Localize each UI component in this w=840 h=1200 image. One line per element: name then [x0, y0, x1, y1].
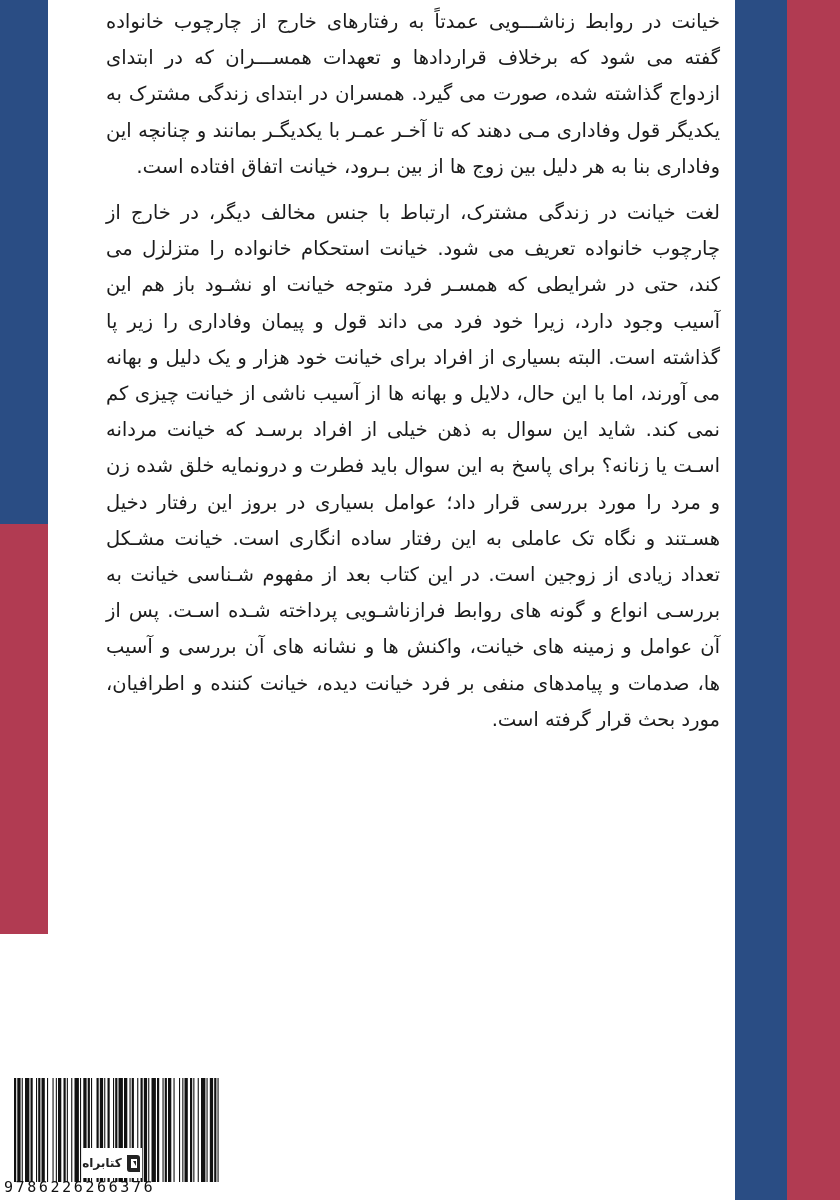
paragraph-1: خیانت در روابط زناشـــویی عمدتاً به رفتارهای خارج از چارچوب خانواده گفته می شود که برخلاف قراردادها و تعهدات همســـران که در ابتدای ازدواج گذاشته شده، صورت می گیرد. همسران در ابتدای زندگی مشترک به یکدیگر قول وفاداری مـی دهند که تا آخـر عمـر با یکدیگـر بمانند و چنانچه این وفاداری بنا به هر دلیل بین زوج ها از بین بـرود، خیانت اتفاق افتاده است.	[106, 10, 720, 178]
barcode-bar	[31, 1078, 33, 1182]
barcode-bar	[25, 1078, 29, 1182]
barcode-bar	[198, 1078, 199, 1182]
barcode-bar	[38, 1078, 40, 1182]
barcode-bar	[193, 1078, 194, 1182]
publisher-logo	[82, 1148, 142, 1178]
barcode-bar	[218, 1078, 219, 1182]
barcode-bar	[47, 1078, 48, 1182]
barcode-bar	[182, 1078, 183, 1182]
barcode-bar	[14, 1078, 16, 1182]
barcode-bar	[71, 1078, 72, 1182]
barcode-bar	[17, 1078, 20, 1182]
right-blue-band	[735, 0, 787, 1200]
barcode-bar	[58, 1078, 61, 1182]
barcode-bar	[53, 1078, 54, 1182]
paragraph-2: لغت خیانت در زندگی مشترک، ارتباط با جنس مخالف دیگر، در خارج از چارچوب خانواده تعریف می شود. خیانت استحکام خانواده را متزلزل می کند، حتی در شرایطی که همسـر فرد متوجه خیانت او نشـود باز هم این آسیب وجود دارد، زیرا خود فرد می داند قول و پیمان وفاداری را زیر پا گذاشته است. البته بسیاری از افراد برای خیانت خود هزار و یک دلیل و بهانه می آورند، اما با این حال، دلایل و بهانه ها از آسیب ناشی از خیانت چیزی کم نمی کند. شاید این سوال به ذهن خیلی از افراد برسـد که خیانت مردانه اسـت یا زنانه؟ برای پاسخ به این سوال باید فطرت و درونمایه خلق شده زن و مرد را مورد بررسی قرار داد؛ عوامل بسیاری در بروز این رفتار دخیل هسـتند و نگاه تک عاملی به این رفتار ساده انگاری است. خیانت مشـکل تعداد زیادی از زوجین است. در این کتاب بعد از مفهوم شـناسی خیانت به بررسـی انواع و گونه های روابط فرازناشـویی پرداخته شـده اسـت. پس از آن عوامل و زمینه های خیانت، واکنش ها و نشانه های آن بررسی و آسیب ها، صدمات و پیامدهای منفی بر فرد خیانت دیده، خیانت کننده و اطرافیان، مورد بحث قرار گرفته است.	[106, 201, 720, 731]
left-red-band	[0, 524, 48, 934]
barcode-bar	[201, 1078, 205, 1182]
barcode-bar	[75, 1078, 79, 1182]
barcode-bar	[168, 1078, 171, 1182]
right-red-band	[787, 0, 840, 1200]
back-cover-text	[106, 4, 720, 748]
barcode-bar	[190, 1078, 192, 1182]
barcode-bar	[42, 1078, 45, 1182]
barcode-bar	[56, 1078, 57, 1182]
barcode-bar	[64, 1078, 66, 1182]
barcode-bar	[67, 1078, 68, 1182]
publisher-name: کتابراه	[82, 1156, 122, 1170]
barcode-bar	[144, 1078, 147, 1182]
barcode-bar	[36, 1078, 37, 1182]
barcode-bar	[80, 1078, 81, 1182]
barcode-bar	[148, 1078, 149, 1182]
barcode-bar	[185, 1078, 188, 1182]
barcode-bar	[210, 1078, 213, 1182]
isbn-number: 9786226266376	[4, 1178, 156, 1196]
barcode-bar	[214, 1078, 216, 1182]
publisher-mark-icon	[125, 1154, 142, 1173]
barcode-bar	[22, 1078, 23, 1182]
barcode-bar	[157, 1078, 159, 1182]
barcode-bar	[174, 1078, 175, 1182]
barcode-bar	[207, 1078, 208, 1182]
barcode-bar	[163, 1078, 164, 1182]
barcode-bar	[179, 1078, 180, 1182]
barcode-bar	[165, 1078, 167, 1182]
barcode-bar	[152, 1078, 156, 1182]
left-blue-band	[0, 0, 48, 524]
